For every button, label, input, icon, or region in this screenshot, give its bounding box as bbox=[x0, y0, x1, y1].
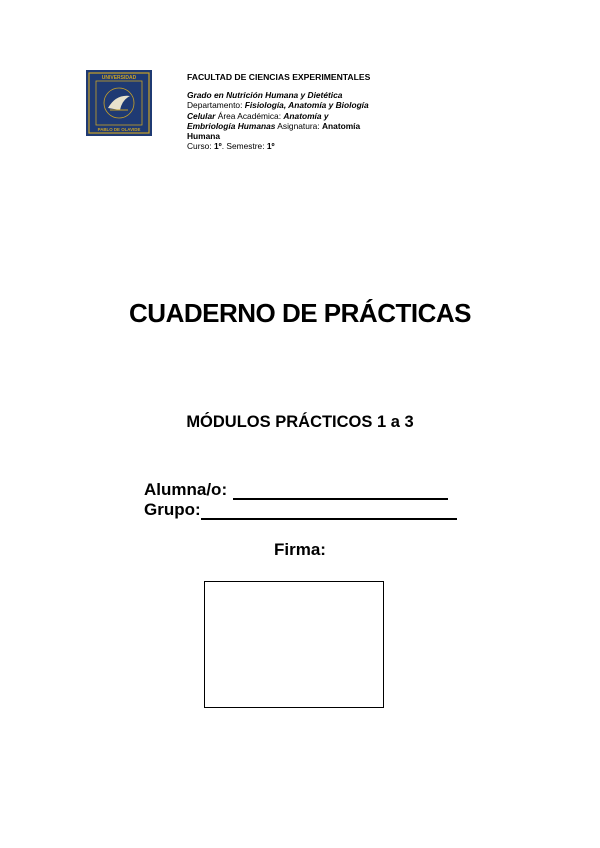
subject-line-cont bbox=[187, 131, 417, 141]
degree-line bbox=[187, 90, 417, 100]
course-line: Curso: 1º. Semestre: 1º bbox=[187, 141, 275, 152]
student-name-line[interactable] bbox=[233, 484, 448, 500]
subject-value: Anatomía bbox=[322, 120, 361, 131]
group-line[interactable] bbox=[201, 504, 457, 520]
semester-label: Semestre: bbox=[226, 141, 265, 152]
logo-text-bottom: PABLO DE OLAVIDE bbox=[97, 127, 141, 132]
department-line bbox=[187, 100, 417, 110]
department-label: Departamento: bbox=[187, 100, 243, 111]
area-value: Anatomía y bbox=[283, 110, 329, 121]
course-value: 1º bbox=[214, 141, 222, 152]
signature-label: Firma: bbox=[274, 540, 326, 559]
student-field bbox=[144, 480, 448, 500]
document-title: CUADERNO DE PRÁCTICAS bbox=[129, 298, 471, 328]
university-logo bbox=[86, 70, 152, 136]
area-label: Área Académica: bbox=[217, 110, 282, 121]
faculty-name: FACULTAD DE CIENCIAS EXPERIMENTALES bbox=[187, 72, 371, 82]
area-value-cont: Embriología Humanas bbox=[187, 120, 276, 131]
degree-name: Grado en Nutrición Humana y Dietética bbox=[187, 90, 343, 101]
semester-value: 1º bbox=[266, 141, 275, 152]
university-seal-icon bbox=[86, 70, 152, 136]
subject-label: Asignatura: bbox=[277, 120, 320, 131]
document-header bbox=[187, 72, 417, 151]
logo-text-top: UNIVERSIDAD bbox=[101, 75, 137, 82]
student-label: Alumna/o: bbox=[144, 480, 228, 499]
department-value-cont: Celular bbox=[187, 110, 216, 121]
area-line bbox=[187, 111, 417, 121]
subject-value-cont: Humana bbox=[187, 131, 221, 142]
signature-box[interactable] bbox=[204, 581, 384, 708]
course-label: Curso: bbox=[187, 141, 212, 152]
subject-line bbox=[187, 121, 417, 131]
document-subtitle: MÓDULOS PRÁCTICOS 1 a 3 bbox=[186, 413, 414, 431]
group-label: Grupo: bbox=[144, 500, 201, 519]
department-value: Fisiología, Anatomía y Biología bbox=[244, 100, 369, 111]
group-field bbox=[144, 500, 457, 520]
